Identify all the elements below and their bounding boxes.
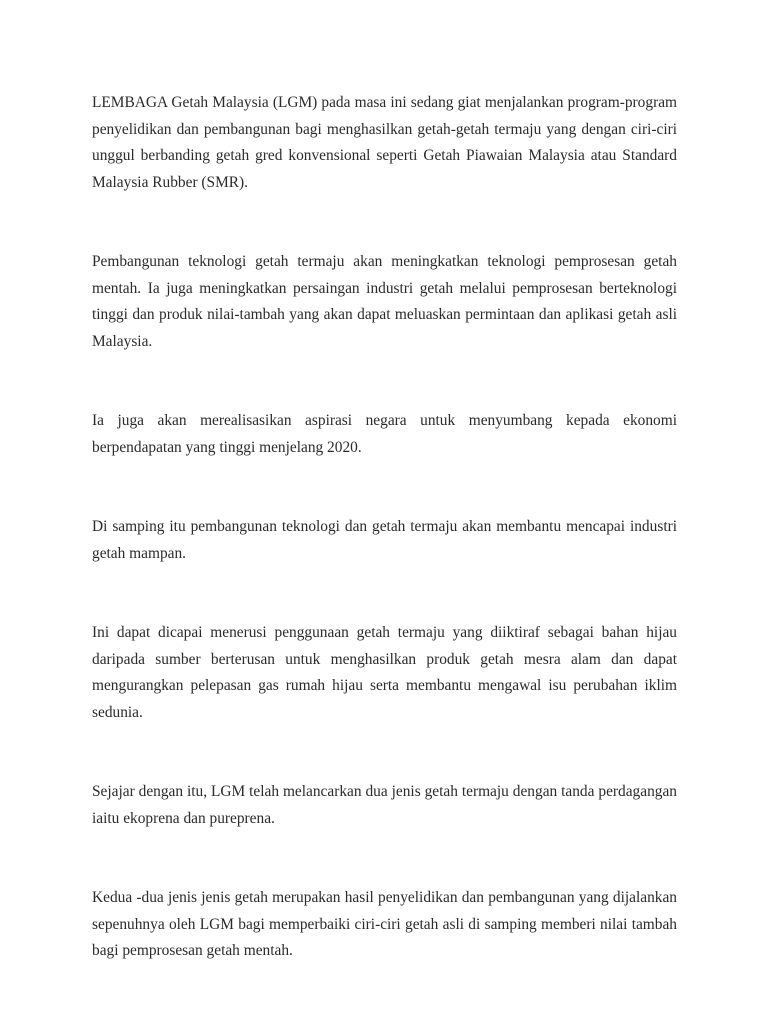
paragraph-5: Ini dapat dicapai menerusi penggunaan getah termaju yang diiktiraf sebagai bahan hijau daripada sumber berterusan untuk menghasilkan produk getah mesra alam dan dapat mengurangkan pelepasan gas rumah hijau serta membantu mengawal isu perubahan iklim sedunia. xyxy=(92,624,677,721)
document-body xyxy=(92,90,677,965)
paragraph-1: LEMBAGA Getah Malaysia (LGM) pada masa ini sedang giat menjalankan program-program penyelidikan dan pembangunan bagi menghasilkan getah-getah termaju yang dengan ciri-ciri unggul berbanding getah gred konvensional seperti Getah Piawaian Malaysia atau Standard Malaysia Rubber (SMR). xyxy=(92,94,677,191)
paragraph-3: Ia juga akan merealisasikan aspirasi negara untuk menyumbang kepada ekonomi berpendapatan yang tinggi menjelang 2020. xyxy=(92,412,677,456)
paragraph-6: Sejajar dengan itu, LGM telah melancarkan dua jenis getah termaju dengan tanda perdagangan iaitu ekoprena dan pureprena. xyxy=(92,783,677,827)
paragraph-4: Di samping itu pembangunan teknologi dan getah termaju akan membantu mencapai industri getah mampan. xyxy=(92,518,677,562)
paragraph-2: Pembangunan teknologi getah termaju akan meningkatkan teknologi pemprosesan getah mentah. Ia juga meningkatkan persaingan industri getah melalui pemprosesan berteknologi tinggi dan produk nilai-tambah yang akan dapat meluaskan permintaan dan aplikasi getah asli Malaysia. xyxy=(92,253,677,350)
paragraph-7: Kedua -dua jenis jenis getah merupakan hasil penyelidikan dan pembangunan yang dijalankan sepenuhnya oleh LGM bagi memperbaiki ciri-ciri getah asli di samping memberi nilai tambah bagi pemprosesan getah mentah. xyxy=(92,889,677,959)
